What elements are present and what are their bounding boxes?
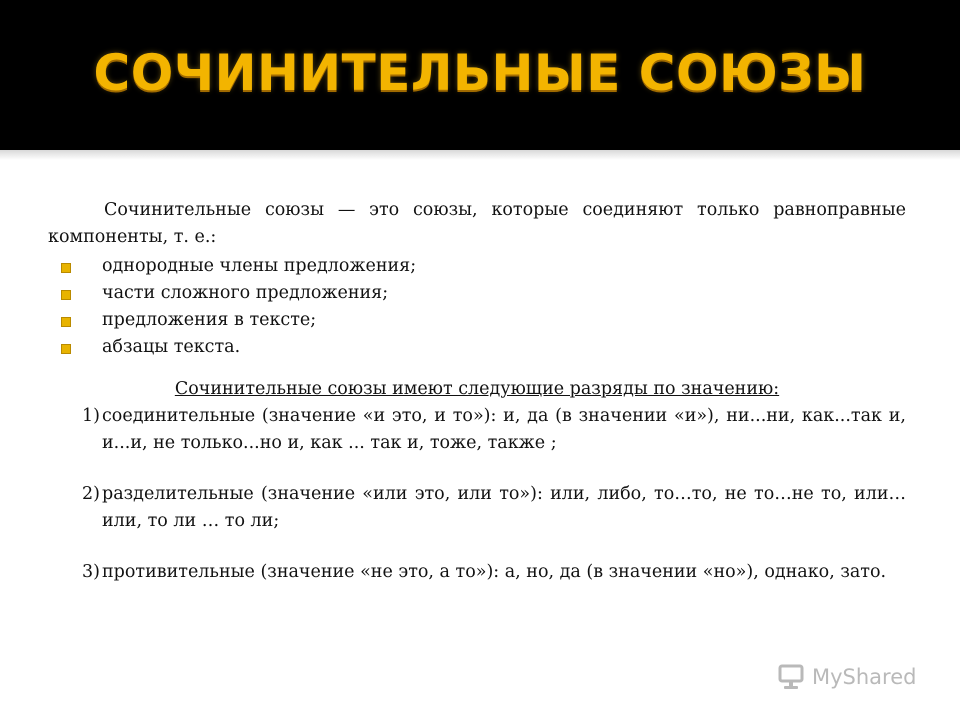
bullet-item [48,280,906,307]
numbered-item [48,403,906,457]
watermark-text: MyShared [812,665,917,689]
item-number: 2) [82,484,100,504]
bullet-text: абзацы текста. [102,337,241,357]
square-bullet-icon [61,263,71,273]
intro-paragraph: Сочинительные союзы — это союзы, которые соединяют только равноправные компоненты, т. е.: [48,200,906,247]
bullet-list [48,253,906,361]
bullet-text: однородные члены предложения; [102,256,417,276]
bullet-item [48,307,906,334]
slide-title: СОЧИНИТЕЛЬНЫЕ СОЮЗЫ [93,44,867,102]
bullet-text: предложения в тексте; [102,310,317,330]
numbered-item [48,481,906,535]
item-text: противительные (значение «не это, а то»): а, но, да (в значении «но»), однако, зато. [102,562,887,582]
item-number: 3) [82,562,100,582]
presentation-board-icon [776,662,806,692]
item-number: 1) [82,406,100,426]
bullet-item [48,253,906,280]
categories-subheading: Сочинительные союзы имеют следующие разряды по значению: [174,379,780,399]
square-bullet-icon [61,290,71,300]
item-text: разделительные (значение «или это, или то»): или, либо, то…то, не то…не то, или…или, то ли … то ли; [102,484,906,531]
numbered-item [48,559,906,586]
bullet-item [48,334,906,361]
slide-content [48,197,906,586]
myshared-watermark [776,660,916,694]
square-bullet-icon [61,344,71,354]
square-bullet-icon [61,317,71,327]
title-bar-divider [0,150,960,160]
bullet-text: части сложного предложения; [102,283,389,303]
item-text: соединительные (значение «и это, и то»): и, да (в значении «и»), ни...ни, как...так и, и...и, не только...но и, как ... так и, тоже, также ; [102,406,906,453]
